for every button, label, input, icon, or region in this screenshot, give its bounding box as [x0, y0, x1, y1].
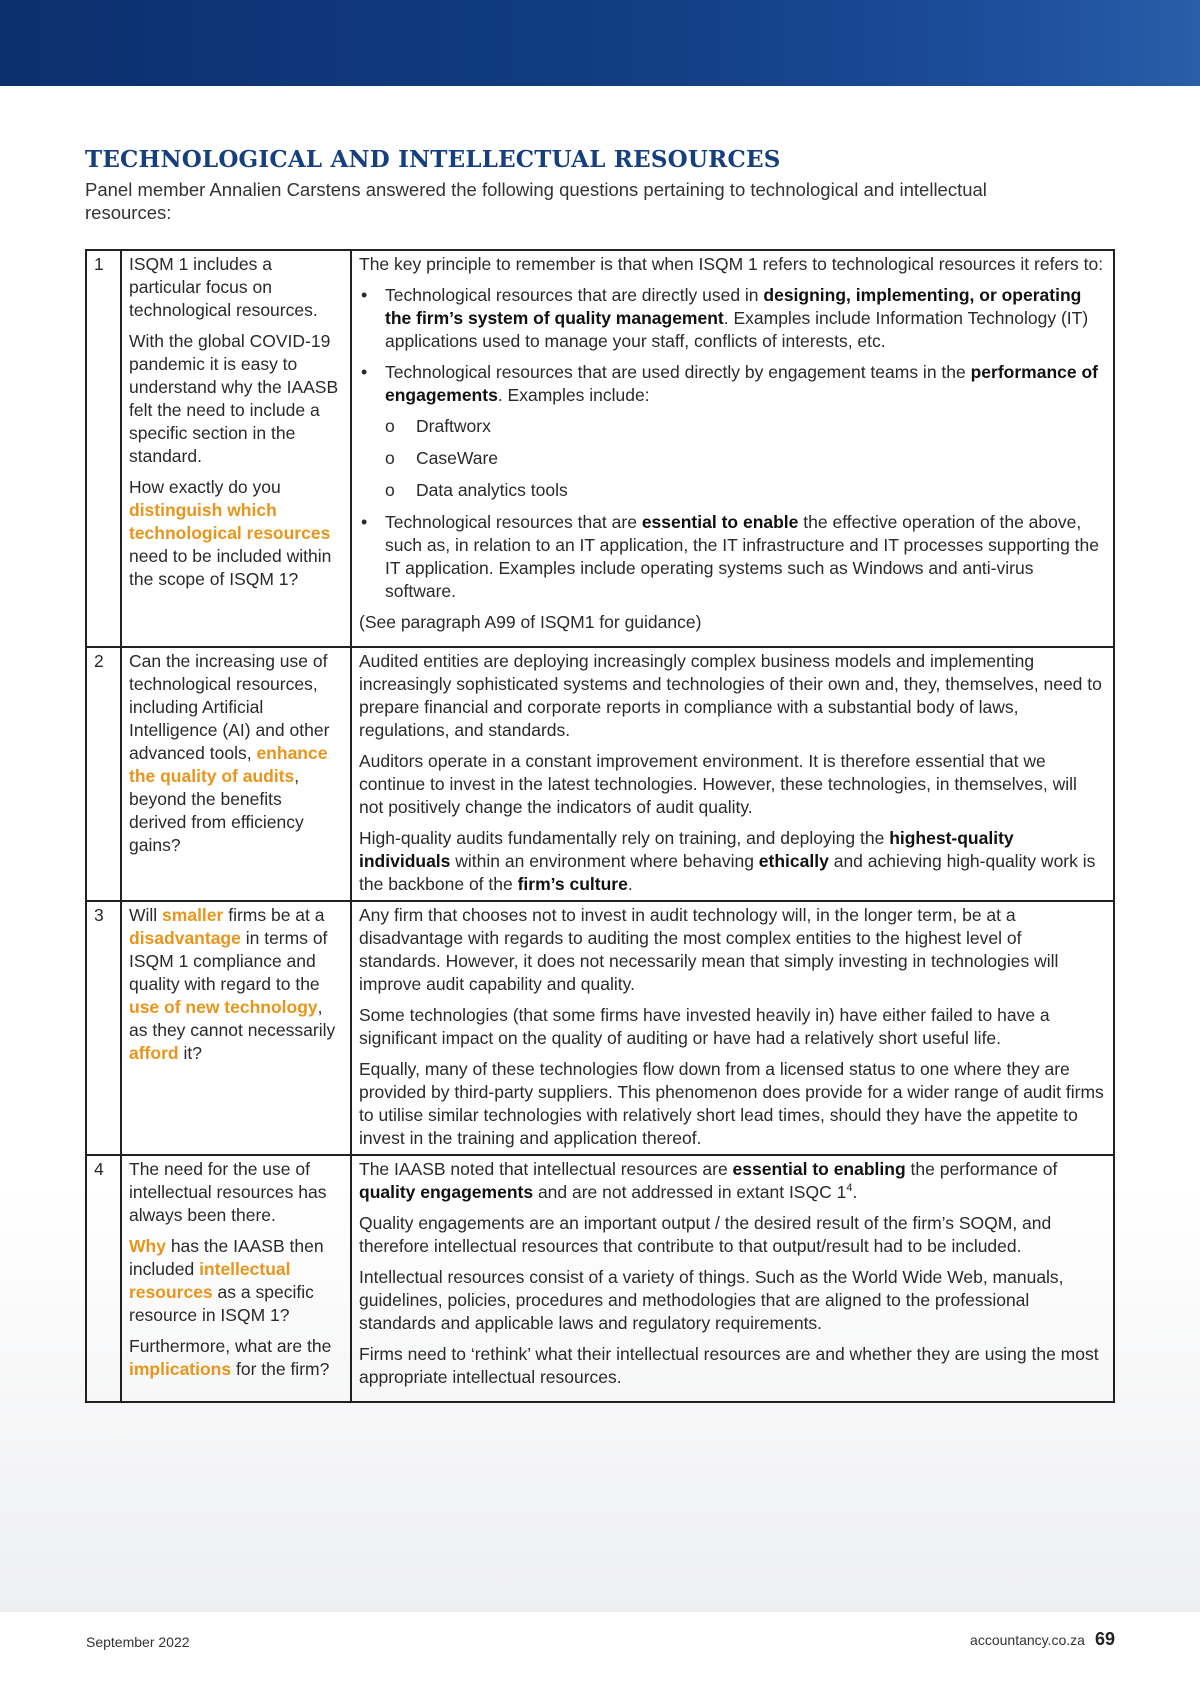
text-run: firms be at a	[223, 905, 325, 925]
answer-text: Intellectual resources consist of a variety of things. Such as the World Wide Web, manuals, guidelines, policies, procedures and methodologies that are aligned to the professional standards and applicable laws and regulatory requirements.	[359, 1267, 1064, 1333]
question-text: The need for the use of intellectual resources has always been there.	[129, 1159, 327, 1225]
answer-text: Any firm that chooses not to invest in audit technology will, in the longer term, be at a disadvantage with regards to auditing the most complex entities to the highest level of standards. However, it does not necessarily mean that simply investing in technologies will improve audit capability and quality.	[359, 905, 1059, 994]
sub-list	[385, 415, 1106, 502]
bold-text: essential to enabling	[732, 1159, 906, 1179]
text-run: High-quality audits fundamentally rely on training, and deploying the	[359, 828, 890, 848]
answer-text: Quality engagements are an important output / the desired result of the firm’s SOQM, and therefore intellectual resources that contribute to that output/result had to be included.	[359, 1213, 1052, 1256]
sub-list-item: o CaseWare	[385, 447, 1106, 470]
bold-text: performance of engagements	[385, 362, 1098, 405]
text-run: in terms of ISQM 1 compliance and quality with regard to the	[129, 928, 328, 994]
footnote-marker: 4	[846, 1182, 853, 1195]
bold-text: quality engagements	[359, 1182, 534, 1202]
footer-date: September 2022	[86, 1634, 190, 1650]
intro-text: Panel member Annalien Carstens answered the following questions pertaining to technological and intellectual resources:	[85, 179, 987, 223]
answer-text	[359, 827, 1106, 896]
list-item	[359, 361, 1106, 502]
answer-text: Auditors operate in a constant improvement environment. It is therefore essential that we continue to invest in the latest technologies. However, these technologies, in themselves, will not positively change the indicators of audit quality.	[359, 751, 1077, 817]
text-run: . Examples include Information Technology (IT) applications used to manage your staff, conflicts of interests, etc.	[385, 308, 1089, 351]
answer-cell	[351, 1155, 1114, 1402]
qa-table	[85, 249, 1115, 1403]
question-text	[129, 476, 343, 591]
bold-text: designing, implementing, or operating the firm’s system of quality management	[385, 285, 1082, 328]
answer-text: Firms need to ‘rethink’ what their intellectual resources are and whether they are using the most appropriate intellectual resources.	[359, 1344, 1099, 1387]
text-run: . Examples include:	[497, 385, 650, 405]
row-number: 2	[86, 647, 121, 901]
answer-cell	[351, 647, 1114, 901]
highlight-text: implications	[129, 1359, 232, 1379]
answer-text: Audited entities are deploying increasingly complex business models and implementing increasingly sophisticated systems and technologies of their own and, they, themselves, need to prepare financial and corporate reports in compliance with a substantial body of laws, regulations, and standards.	[359, 651, 1102, 740]
question-cell	[121, 901, 351, 1155]
question-text	[129, 1335, 343, 1381]
text-run: Technological resources that are	[385, 512, 642, 532]
bold-text: ethically	[758, 851, 829, 871]
sub-list-item: o Draftworx	[385, 415, 1106, 438]
text-run: Furthermore, what are the	[129, 1336, 332, 1356]
text-run: as a specific resource in ISQM 1?	[129, 1282, 314, 1325]
footer-site: accountancy.co.za	[970, 1632, 1085, 1648]
bold-text: essential to enable	[641, 512, 799, 532]
section-heading: TECHNOLOGICAL AND INTELLECTUAL RESOURCES	[85, 146, 781, 173]
text-run: the performance of	[905, 1159, 1058, 1179]
answer-text	[359, 1158, 1106, 1204]
question-cell	[121, 250, 351, 647]
bold-text: firm’s culture	[517, 874, 628, 894]
text-run: and are not addressed in extant ISQC 1	[533, 1182, 847, 1202]
row-number: 3	[86, 901, 121, 1155]
text-run: it?	[178, 1043, 202, 1063]
question-text: With the global COVID-19 pandemic it is easy to understand why the IAASB felt the need to include a specific section in the standard.	[129, 331, 339, 466]
footer-site-and-page	[970, 1629, 1115, 1650]
highlight-text: use of new technology	[129, 997, 318, 1017]
question-text	[129, 650, 343, 857]
question-cell	[121, 1155, 351, 1402]
answer-cell	[351, 901, 1114, 1155]
sub-list-item: o Data analytics tools	[385, 479, 1106, 502]
bullet-list	[359, 284, 1106, 603]
answer-text: Some technologies (that some firms have invested heavily in) have either failed to have a significant impact on the quality of auditing or have had a relatively short useful life.	[359, 1005, 1050, 1048]
text-run: Will	[129, 905, 163, 925]
text-run: the effective operation of the above, such as, in relation to an IT application, the IT infrastructure and IT processes supporting the IT application. Examples include operating systems such as Windows and anti-virus software.	[385, 512, 1100, 601]
row-number: 1	[86, 250, 121, 647]
text-run: , as they cannot necessarily	[129, 997, 336, 1040]
answer-text: Equally, many of these technologies flow down from a licensed status to one where they are provided by third-party suppliers. This phenomenon does provide for a wider range of audit firms to utilise similar technologies with relatively short lead times, should they have the appetite to invest in the training and application thereof.	[359, 1059, 1104, 1148]
highlight-text: intellectual resources	[129, 1259, 291, 1302]
list-item	[359, 284, 1106, 353]
text-run: Technological resources that are directly used in	[385, 285, 764, 305]
list-item	[359, 511, 1106, 603]
question-text: ISQM 1 includes a particular focus on technological resources.	[129, 254, 318, 320]
text-run: for the firm?	[231, 1359, 330, 1379]
page-number: 69	[1094, 1629, 1115, 1649]
question-cell	[121, 647, 351, 901]
question-text	[129, 904, 343, 1065]
text-run: within an environment where behaving	[450, 851, 759, 871]
bold-text: highest-quality individuals	[359, 828, 1014, 871]
text-run: and achieving high-quality work is the backbone of the	[359, 851, 1096, 894]
highlight-text: enhance the quality of audits	[129, 743, 328, 786]
text-run: How exactly do you	[129, 477, 281, 497]
text-run: Can the increasing use of technological resources, including Artificial Intelligence (AI) and other advanced tools,	[129, 651, 330, 763]
article-header	[85, 146, 1115, 224]
highlight-text: distinguish which technological resources	[129, 500, 331, 543]
row-number: 4	[86, 1155, 121, 1402]
highlight-text: smaller	[162, 905, 224, 925]
text-run: need to be included within the scope of ISQM 1?	[129, 546, 332, 589]
text-run: Technological resources that are used directly by engagement teams in the	[385, 362, 971, 382]
table-row	[86, 647, 1114, 901]
highlight-text: Why	[129, 1236, 166, 1256]
text-run: The IAASB noted that intellectual resources are	[359, 1159, 733, 1179]
table-row	[86, 901, 1114, 1155]
highlight-text: afford	[129, 1043, 179, 1063]
header-band	[0, 0, 1200, 86]
table-row	[86, 250, 1114, 647]
text-run: .	[852, 1182, 858, 1202]
answer-text: The key principle to remember is that when ISQM 1 refers to technological resources it refers to:	[359, 254, 1104, 274]
table-row	[86, 1155, 1114, 1402]
highlight-text: disadvantage	[129, 928, 241, 948]
answer-text: (See paragraph A99 of ISQM1 for guidance)	[359, 612, 702, 632]
question-text	[129, 1235, 343, 1327]
text-run: .	[627, 874, 633, 894]
text-run: , beyond the benefits derived from efficiency gains?	[129, 766, 304, 855]
text-run: has the IAASB then included	[129, 1236, 324, 1279]
answer-cell	[351, 250, 1114, 647]
